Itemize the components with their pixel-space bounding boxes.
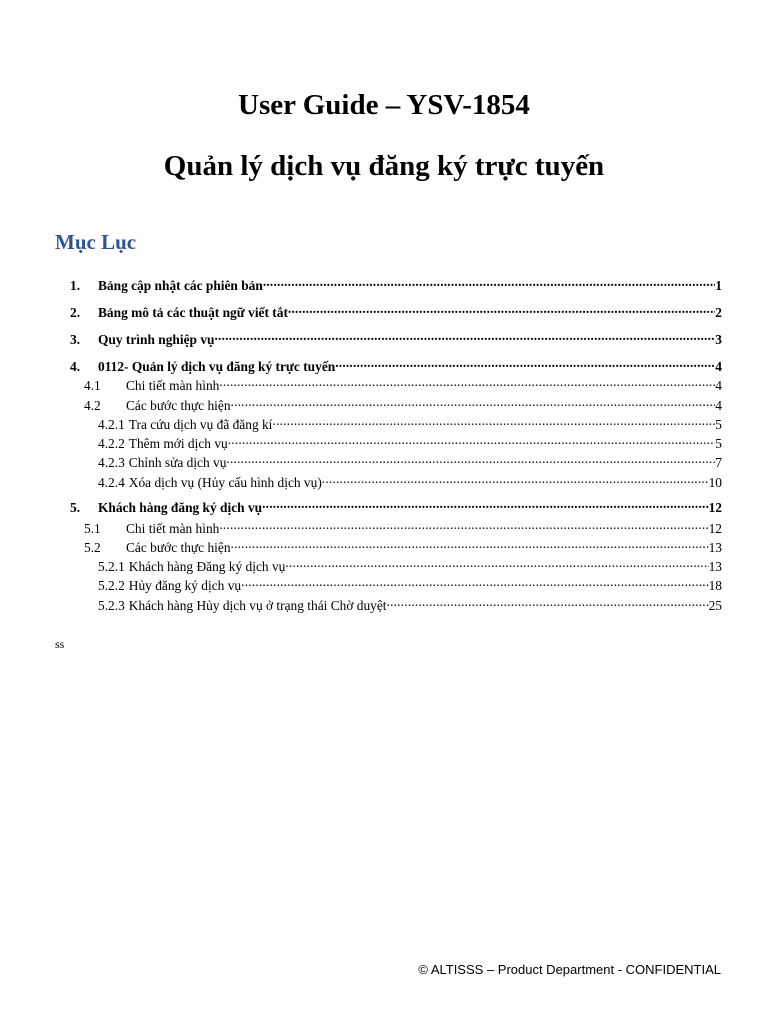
toc-entry-page: 5	[715, 436, 722, 451]
toc-entry-title: Các bước thực hiện	[126, 398, 231, 413]
toc-entry-title: Khách hàng Đăng ký dịch vụ	[128, 559, 286, 574]
toc-dot-leader	[285, 554, 708, 571]
toc-entry-number: 4.	[70, 359, 81, 374]
toc-entry-title: Chi tiết màn hình	[126, 521, 220, 536]
toc-entry-number: 2.	[70, 305, 81, 320]
toc-entry-title: Chỉnh sửa dịch vụ	[128, 455, 227, 470]
toc-entry-number: 5.2.3	[98, 598, 125, 613]
toc-entry-title: Tra cứu dịch vụ đã đăng kí	[128, 417, 273, 432]
toc-entry[interactable]	[84, 516, 722, 537]
toc-entry-page: 10	[708, 475, 722, 490]
toc-entry-title: Bảng cập nhật các phiên bản	[98, 278, 263, 293]
toc-entry[interactable]	[70, 354, 722, 375]
toc-entry[interactable]	[70, 327, 722, 348]
toc-entry-page: 3	[715, 332, 722, 347]
toc-entry-title: Khách hàng Hủy dịch vụ ở trạng thái Chờ duyệt	[128, 598, 387, 613]
toc-entry-number: 1.	[70, 278, 81, 293]
toc-entry-page: 13	[708, 540, 722, 555]
toc-entry-title: Các bước thực hiện	[126, 540, 231, 555]
toc-dot-leader	[231, 535, 709, 552]
toc-entry-number: 4.2.2	[98, 436, 125, 451]
toc-dot-leader	[387, 593, 709, 610]
toc-dot-leader	[262, 495, 709, 512]
toc-entry-page: 2	[715, 305, 722, 320]
toc-dot-leader	[231, 393, 716, 410]
toc-entry-page: 4	[715, 359, 722, 374]
toc-entry-title: Bảng mô tả các thuật ngữ viết tắt	[98, 305, 288, 320]
toc-entry-page: 13	[708, 559, 722, 574]
toc-entry-number: 5.	[70, 500, 81, 515]
toc-entry-page: 12	[708, 521, 722, 536]
toc-entry[interactable]	[98, 554, 722, 575]
toc-dot-leader	[263, 273, 715, 290]
toc-entry-page: 5	[715, 417, 722, 432]
toc-dot-leader	[228, 431, 716, 448]
page-footer: © ALTISSS – Product Department - CONFIDENTIAL	[418, 962, 721, 977]
toc-dot-leader	[272, 412, 715, 429]
toc-entry-number: 3.	[70, 332, 81, 347]
toc-entry-number: 5.1	[84, 521, 101, 536]
toc-dot-leader	[241, 573, 709, 590]
toc-entry-number: 5.2.2	[98, 578, 125, 593]
toc-entry-title: Hủy đăng ký dịch vụ	[128, 578, 242, 593]
stray-text: ss	[55, 637, 65, 651]
toc-entry-title: Thêm mới dịch vụ	[128, 436, 228, 451]
toc-entry-number: 4.1	[84, 378, 101, 393]
toc-entry[interactable]	[98, 573, 722, 594]
toc-entry-title: Khách hàng đăng ký dịch vụ	[98, 500, 263, 515]
toc-entry-title: 0112- Quản lý dịch vụ đăng ký trực tuyến	[98, 359, 336, 374]
toc-entry-title: Xóa dịch vụ (Hủy cấu hình dịch vụ)	[128, 475, 322, 490]
toc-entry-page: 4	[715, 378, 722, 393]
toc-entry[interactable]	[98, 593, 722, 614]
toc-entry[interactable]	[70, 300, 722, 321]
toc-dot-leader	[322, 470, 709, 487]
toc-entry[interactable]	[98, 431, 722, 452]
toc-entry-page: 4	[715, 398, 722, 413]
toc-entry[interactable]	[84, 373, 722, 394]
toc-entry-page: 1	[715, 278, 722, 293]
toc-entry[interactable]	[84, 535, 722, 556]
toc-entry-title: Quy trình nghiệp vụ	[98, 332, 215, 347]
toc-entry-number: 4.2.4	[98, 475, 125, 490]
toc-dot-leader	[219, 516, 708, 533]
document-title: User Guide – YSV-1854	[238, 89, 530, 121]
toc-entry[interactable]	[98, 412, 722, 433]
toc-dot-leader	[219, 373, 715, 390]
toc-entry[interactable]	[70, 495, 722, 516]
toc-entry-number: 5.2	[84, 540, 101, 555]
toc-entry-number: 4.2.3	[98, 455, 125, 470]
toc-entry[interactable]	[70, 273, 722, 294]
toc-entry-page: 18	[708, 578, 722, 593]
document-subtitle: Quản lý dịch vụ đăng ký trực tuyến	[163, 150, 605, 182]
toc-entry-page: 12	[708, 500, 722, 515]
toc-entry-page: 7	[715, 455, 722, 470]
toc-entry-number: 4.2.1	[98, 417, 125, 432]
toc-entry-number: 4.2	[84, 398, 101, 413]
toc-entry[interactable]	[98, 450, 722, 471]
toc-entry[interactable]	[84, 393, 722, 414]
toc-entry-number: 5.2.1	[98, 559, 125, 574]
toc-entry-title: Chi tiết màn hình	[126, 378, 220, 393]
toc-entry[interactable]	[98, 470, 722, 491]
toc-heading: Mục Lục	[55, 230, 137, 254]
toc-entry-page: 25	[708, 598, 722, 613]
toc-dot-leader	[214, 327, 715, 344]
toc-dot-leader	[226, 450, 715, 467]
toc-dot-leader	[335, 354, 715, 371]
toc-dot-leader	[288, 300, 715, 317]
